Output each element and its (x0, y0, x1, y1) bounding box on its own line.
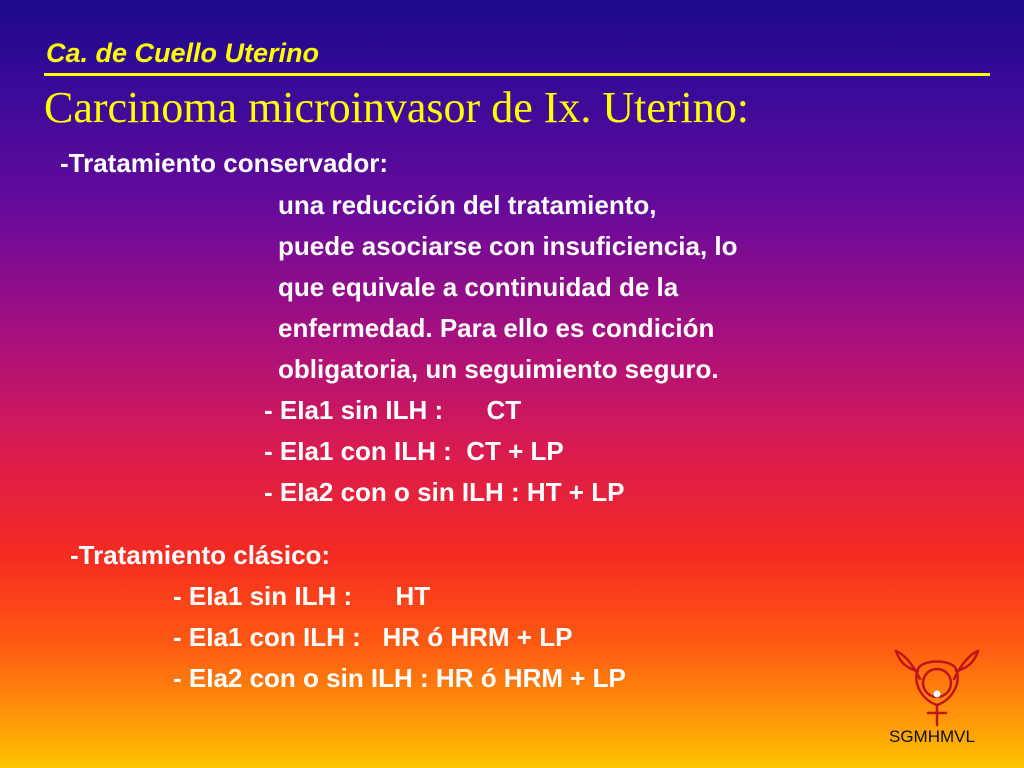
classic-item-3: - EIa2 con o sin ILH : HR ó HRM + LP (173, 663, 626, 693)
conservative-item-3: - EIa2 con o sin ILH : HT + LP (264, 477, 625, 507)
classic-item-1: - EIa1 sin ILH : HT (173, 581, 431, 611)
conservative-line-3: que equivale a continuidad de la (278, 272, 679, 302)
conservative-line-1: una reducción del tratamiento, (278, 190, 657, 220)
conservative-item-2: - EIa1 con ILH : CT + LP (264, 436, 564, 466)
conservative-line-2: puede asociarse con insuficiencia, lo (278, 231, 738, 261)
slide-subtitle: Ca. de Cuello Uterino (46, 38, 320, 68)
logo-text: SGMHMVL (889, 727, 975, 746)
conservative-line-5: obligatoria, un seguimiento seguro. (278, 354, 719, 384)
slide-title: Carcinoma microinvasor de Ix. Uterino: (44, 83, 750, 132)
conservative-line-4: enfermedad. Para ello es condición (278, 313, 715, 343)
uterus-logo-icon (892, 645, 982, 729)
header-divider (44, 73, 990, 76)
classic-heading: -Tratamiento clásico: (70, 540, 331, 570)
classic-item-2: - EIa1 con ILH : HR ó HRM + LP (173, 622, 573, 652)
conservative-item-1: - EIa1 sin ILH : CT (264, 395, 522, 425)
conservative-heading: -Tratamiento conservador: (60, 148, 388, 178)
